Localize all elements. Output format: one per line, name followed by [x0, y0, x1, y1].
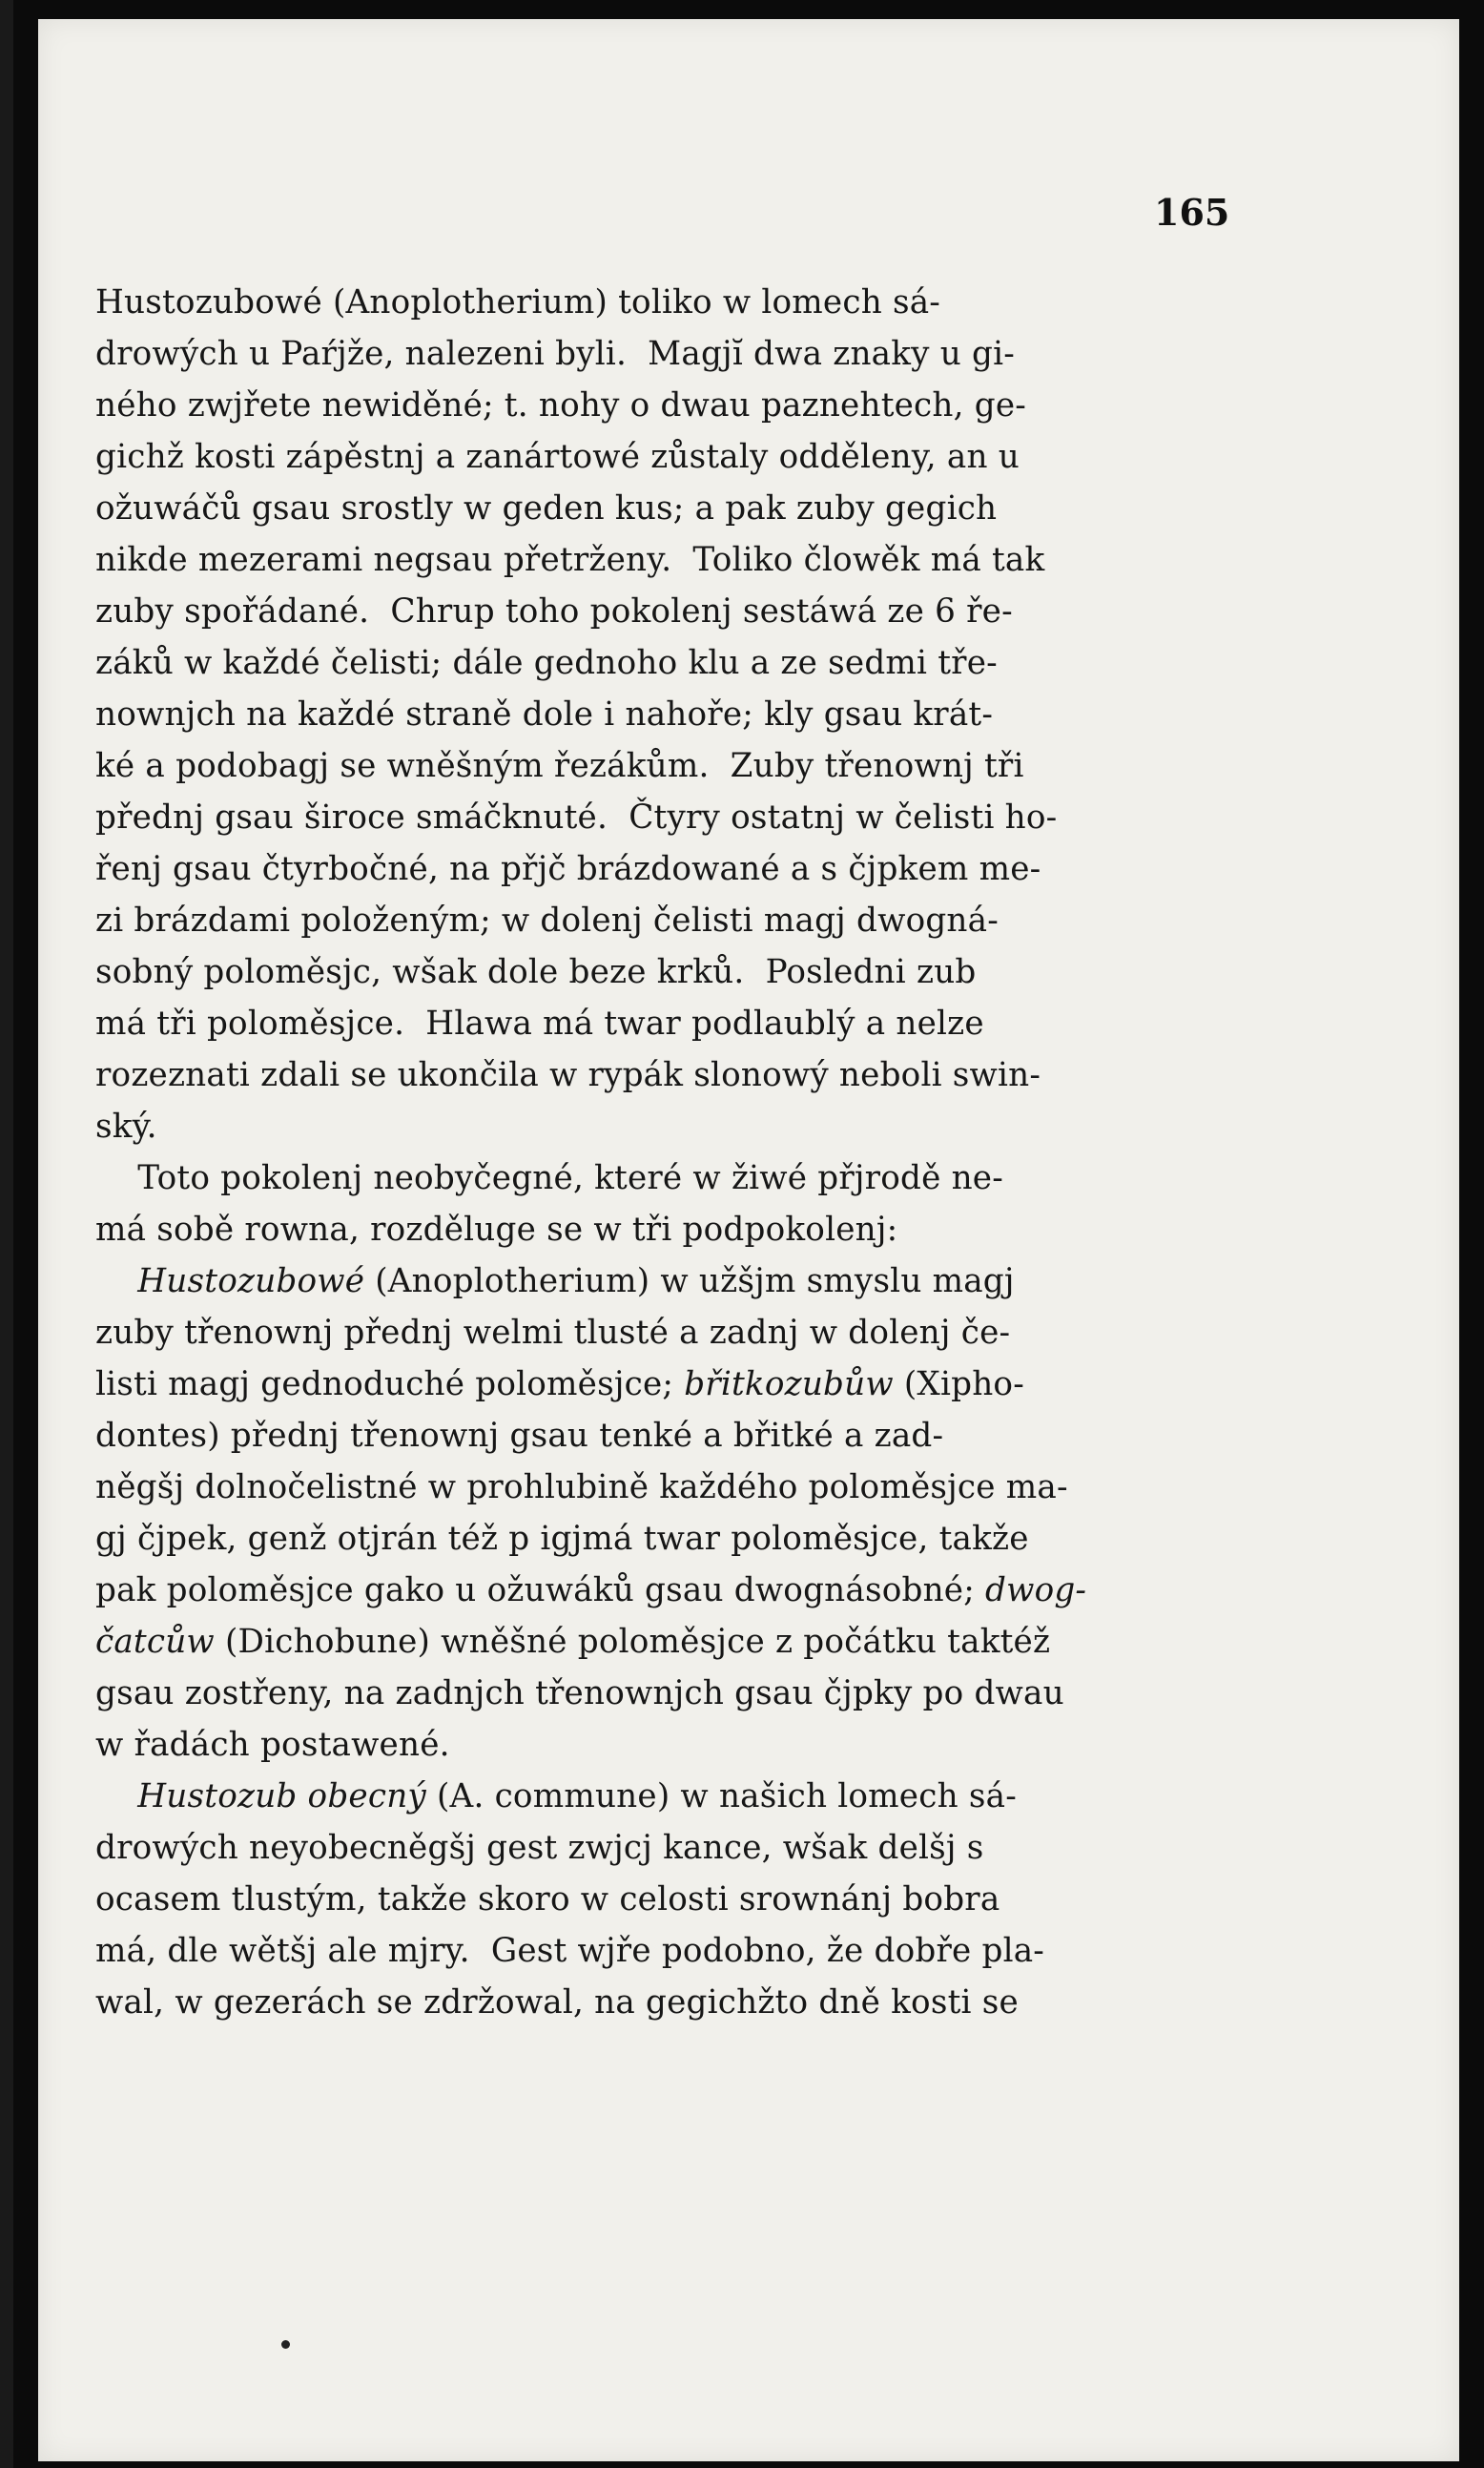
- italic-term: břitkozubůw: [684, 1365, 894, 1403]
- text-run: w řadách postawené.: [95, 1726, 450, 1764]
- text-line: [95, 1255, 1249, 1307]
- text-run: pak poloměsjce gako u ožuwáků gsau dwognásobné;: [95, 1571, 986, 1609]
- text-line: [95, 1719, 1249, 1771]
- text-line: [95, 946, 1249, 998]
- text-run: gichž kosti zápěstnj a zanártowé zůstaly odděleny, an u: [95, 438, 1020, 476]
- body-text: [95, 277, 1249, 2028]
- text-run: wal, w gezerách se zdržowal, na gegichžto dně kosti se: [95, 1983, 1019, 2022]
- text-run: (A. commune) w našich lomech sá-: [425, 1777, 1017, 1815]
- text-line: [95, 1101, 1249, 1152]
- text-line: [95, 431, 1249, 483]
- text-line: [95, 637, 1249, 689]
- text-line: [95, 1410, 1249, 1462]
- text-line: [95, 689, 1249, 740]
- text-line: [95, 1358, 1249, 1410]
- text-line: [95, 1565, 1249, 1616]
- text-run: [95, 1777, 137, 1815]
- italic-term: dwog-: [985, 1571, 1087, 1609]
- text-run: ké a podobagj se wněšným řezákům. Zuby třenownj tři: [95, 747, 1024, 785]
- text-run: drowých neyobecněgšj gest zwjcj kance, wšak delšj s: [95, 1829, 984, 1867]
- text-run: listi magj gednoduché poloměsjce;: [95, 1365, 685, 1403]
- text-run: sobný poloměsjc, wšak dole beze krků. Posledni zub: [95, 953, 977, 991]
- text-run: (Anoplotherium) w užšjm smyslu magj: [364, 1262, 1015, 1300]
- text-run: (Dichobune) wněšné poloměsjce z počátku taktéž: [214, 1623, 1051, 1661]
- text-line: [95, 1204, 1249, 1255]
- text-run: zuby spořádané. Chrup toho pokolenj sestáwá ze 6 ře-: [95, 592, 1013, 631]
- text-line: [95, 1771, 1249, 1822]
- text-line: [95, 1462, 1249, 1513]
- text-run: má, dle wětšj ale mjry. Gest wjře podobno, že dobře pla-: [95, 1932, 1045, 1970]
- text-run: přednj gsau široce smáčknuté. Čtyry ostatnj w čelisti ho-: [95, 798, 1058, 837]
- text-line: [95, 277, 1249, 328]
- text-run: gsau zostřeny, na zadnjch třenownjch gsau čjpky po dwau: [95, 1674, 1064, 1712]
- text-run: [95, 1262, 137, 1300]
- scan-border: [0, 0, 13, 2468]
- text-line: [95, 740, 1249, 792]
- page-number: 165: [1154, 191, 1230, 234]
- italic-term: Hustozub obecný: [137, 1777, 426, 1815]
- text-run: má tři poloměsjce. Hlawa má twar podlaublý a nelze: [95, 1005, 984, 1043]
- text-line: [95, 895, 1249, 946]
- text-run: záků w každé čelisti; dále gednoho klu a ze sedmi tře-: [95, 644, 998, 682]
- text-line: [95, 1049, 1249, 1101]
- italic-term: Hustozubowé: [137, 1262, 365, 1300]
- text-run: nownjch na každé straně dole i nahoře; kly gsau krát-: [95, 695, 994, 734]
- text-run: drowých u Paŕjže, nalezeni byli. Magjĭ dwa znaky u gi-: [95, 335, 1016, 373]
- text-line: [95, 1307, 1249, 1358]
- text-line: [95, 1152, 1249, 1204]
- text-run: má sobě rowna, rozděluge se w tři podpokolenj:: [95, 1211, 898, 1249]
- text-run: ného zwjřete newiděné; t. nohy o dwau paznehtech, ge-: [95, 386, 1027, 425]
- text-line: [95, 534, 1249, 586]
- text-line: [95, 1668, 1249, 1719]
- text-run: Toto pokolenj neobyčegné, které w žiwé přjrodě ne-: [95, 1159, 1003, 1197]
- text-line: [95, 1874, 1249, 1925]
- text-run: ocasem tlustým, takže skoro w celosti srownánj bobra: [95, 1880, 1000, 1918]
- text-line: [95, 792, 1249, 843]
- text-line: [95, 380, 1249, 431]
- ink-speck: [281, 2340, 290, 2349]
- text-line: [95, 1925, 1249, 1977]
- text-run: (Xipho-: [893, 1365, 1024, 1403]
- text-run: řenj gsau čtyrbočné, na přjč brázdowané a s čjpkem me-: [95, 850, 1041, 888]
- text-run: něgšj dolnočelistné w prohlubině každého poloměsjce ma-: [95, 1468, 1068, 1506]
- text-line: [95, 998, 1249, 1049]
- text-line: [95, 1977, 1249, 2028]
- text-run: ožuwáčů gsau srostly w geden kus; a pak zuby gegich: [95, 489, 998, 528]
- text-run: zuby třenownj přednj welmi tlusté a zadnj w dolenj če-: [95, 1314, 1011, 1352]
- text-run: nikde mezerami negsau přetrženy. Toliko člowěk má tak: [95, 541, 1045, 579]
- text-run: zi brázdami položeným; w dolenj čelisti magj dwogná-: [95, 902, 999, 940]
- text-line: [95, 328, 1249, 380]
- text-line: [95, 586, 1249, 637]
- text-line: [95, 1616, 1249, 1668]
- text-line: [95, 843, 1249, 895]
- text-run: Hustozubowé (Anoplotherium) toliko w lomech sá-: [95, 283, 941, 321]
- text-line: [95, 1513, 1249, 1565]
- text-run: rozeznati zdali se ukončila w rypák slonowý neboli swin-: [95, 1056, 1041, 1094]
- text-line: [95, 483, 1249, 534]
- text-run: gj čjpek, genž otjrán též p igjmá twar poloměsjce, takže: [95, 1520, 1029, 1558]
- text-line: [95, 1822, 1249, 1874]
- text-run: ský.: [95, 1108, 157, 1146]
- italic-term: čatcůw: [95, 1623, 215, 1661]
- text-run: dontes) přednj třenownj gsau tenké a břitké a zad-: [95, 1417, 944, 1455]
